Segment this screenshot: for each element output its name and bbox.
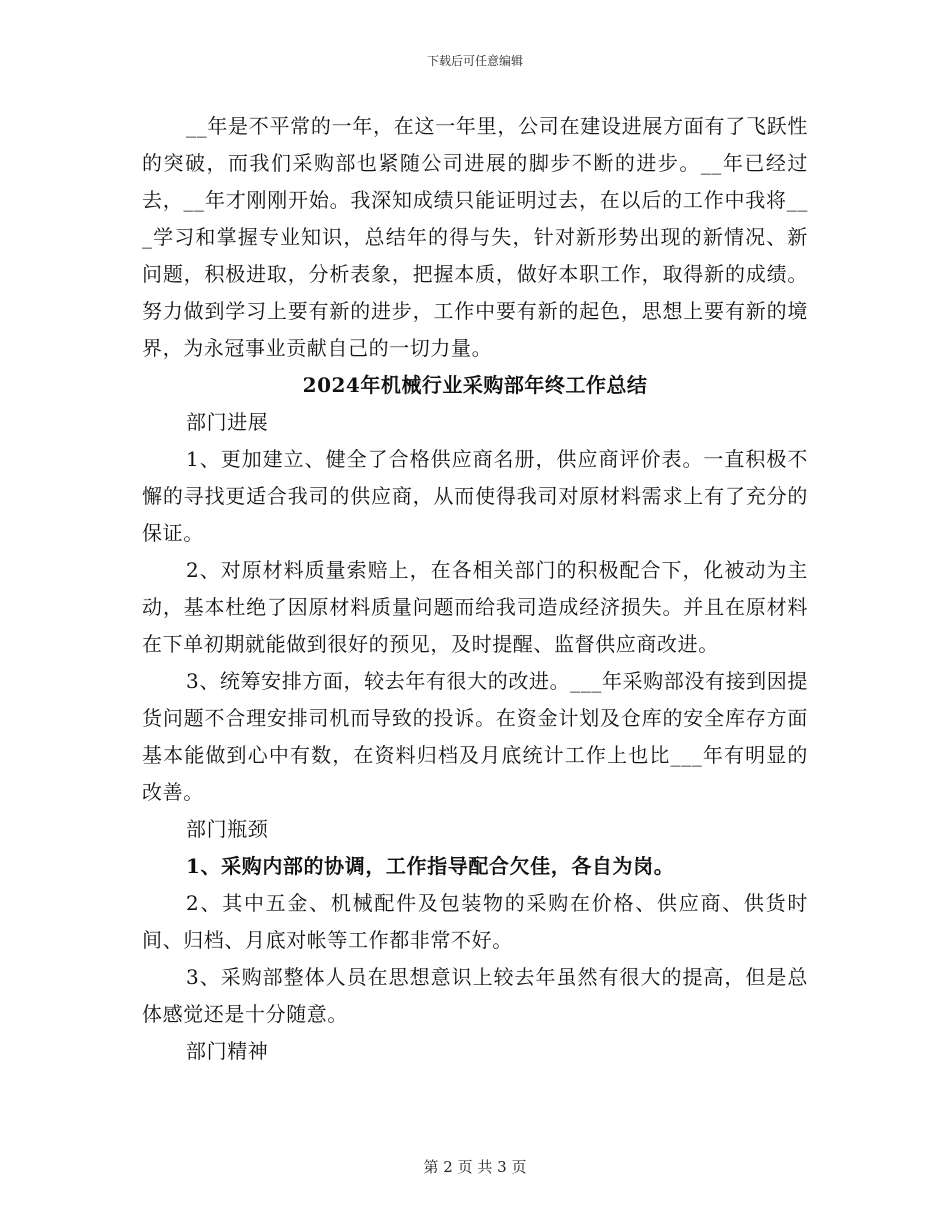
section-heading-bottleneck: 部门瓶颈 xyxy=(186,817,269,841)
page-footer: 第 2 页 共 3 页 xyxy=(423,1158,527,1176)
section-heading-spirit: 部门精神 xyxy=(186,1039,269,1063)
progress-item-2: 2、对原材料质量索赔上，在各相关部门的积极配合下，化被动为主动，基本杜绝了因原材料质量问题而给我司造成经济损失。并且在原材料在下单初期就能做到很好的预见，及时提醒、监督供应商改进。 xyxy=(142,558,808,656)
progress-item-1: 1、更加建立、健全了合格供应商名册，供应商评价表。一直积极不懈的寻找更适合我司的供应商，从而使得我司对原材料需求上有了充分的保证。 xyxy=(142,447,808,545)
page-header: 下载后可任意编辑 xyxy=(426,54,523,68)
progress-item-3: 3、统筹安排方面，较去年有很大的改进。___年采购部没有接到因提货问题不合理安排司机而导致的投诉。在资金计划及仓库的安全库存方面基本能做到心中有数，在资料归档及月底统计工作上也比___年有明显的改善。 xyxy=(142,669,808,804)
bottleneck-item-2: 2、其中五金、机械配件及包装物的采购在价格、供应商、供货时间、归档、月底对帐等工作都非常不好。 xyxy=(142,891,808,952)
section-heading-progress: 部门进展 xyxy=(186,410,269,434)
intro-paragraph: __年是不平常的一年，在这一年里，公司在建设进展方面有了飞跃性的突破，而我们采购部也紧随公司进展的脚步不断的进步。__年已经过去，__年才刚刚开始。我深知成绩只能证明过去，在以后的工作中我将___学习和掌握专业知识，总结年的得与失，针对新形势出现的新情况、新问题，积极进取，分析表象，把握本质，做好本职工作，取得新的成绩。努力做到学习上要有新的进步，工作中要有新的起色，思想上要有新的境界，为永冠事业贡献自己的一切力量。 xyxy=(142,114,808,360)
bottleneck-item-1: 1、采购内部的协调，工作指导配合欠佳，各自为岗。 xyxy=(186,854,675,878)
document-body xyxy=(142,108,808,1070)
bottleneck-item-3: 3、采购部整体人员在思想意识上较去年虽然有很大的提高，但是总体感觉还是十分随意。 xyxy=(142,965,808,1026)
document-title: 2024年机械行业采购部年终工作总结 xyxy=(302,373,648,397)
